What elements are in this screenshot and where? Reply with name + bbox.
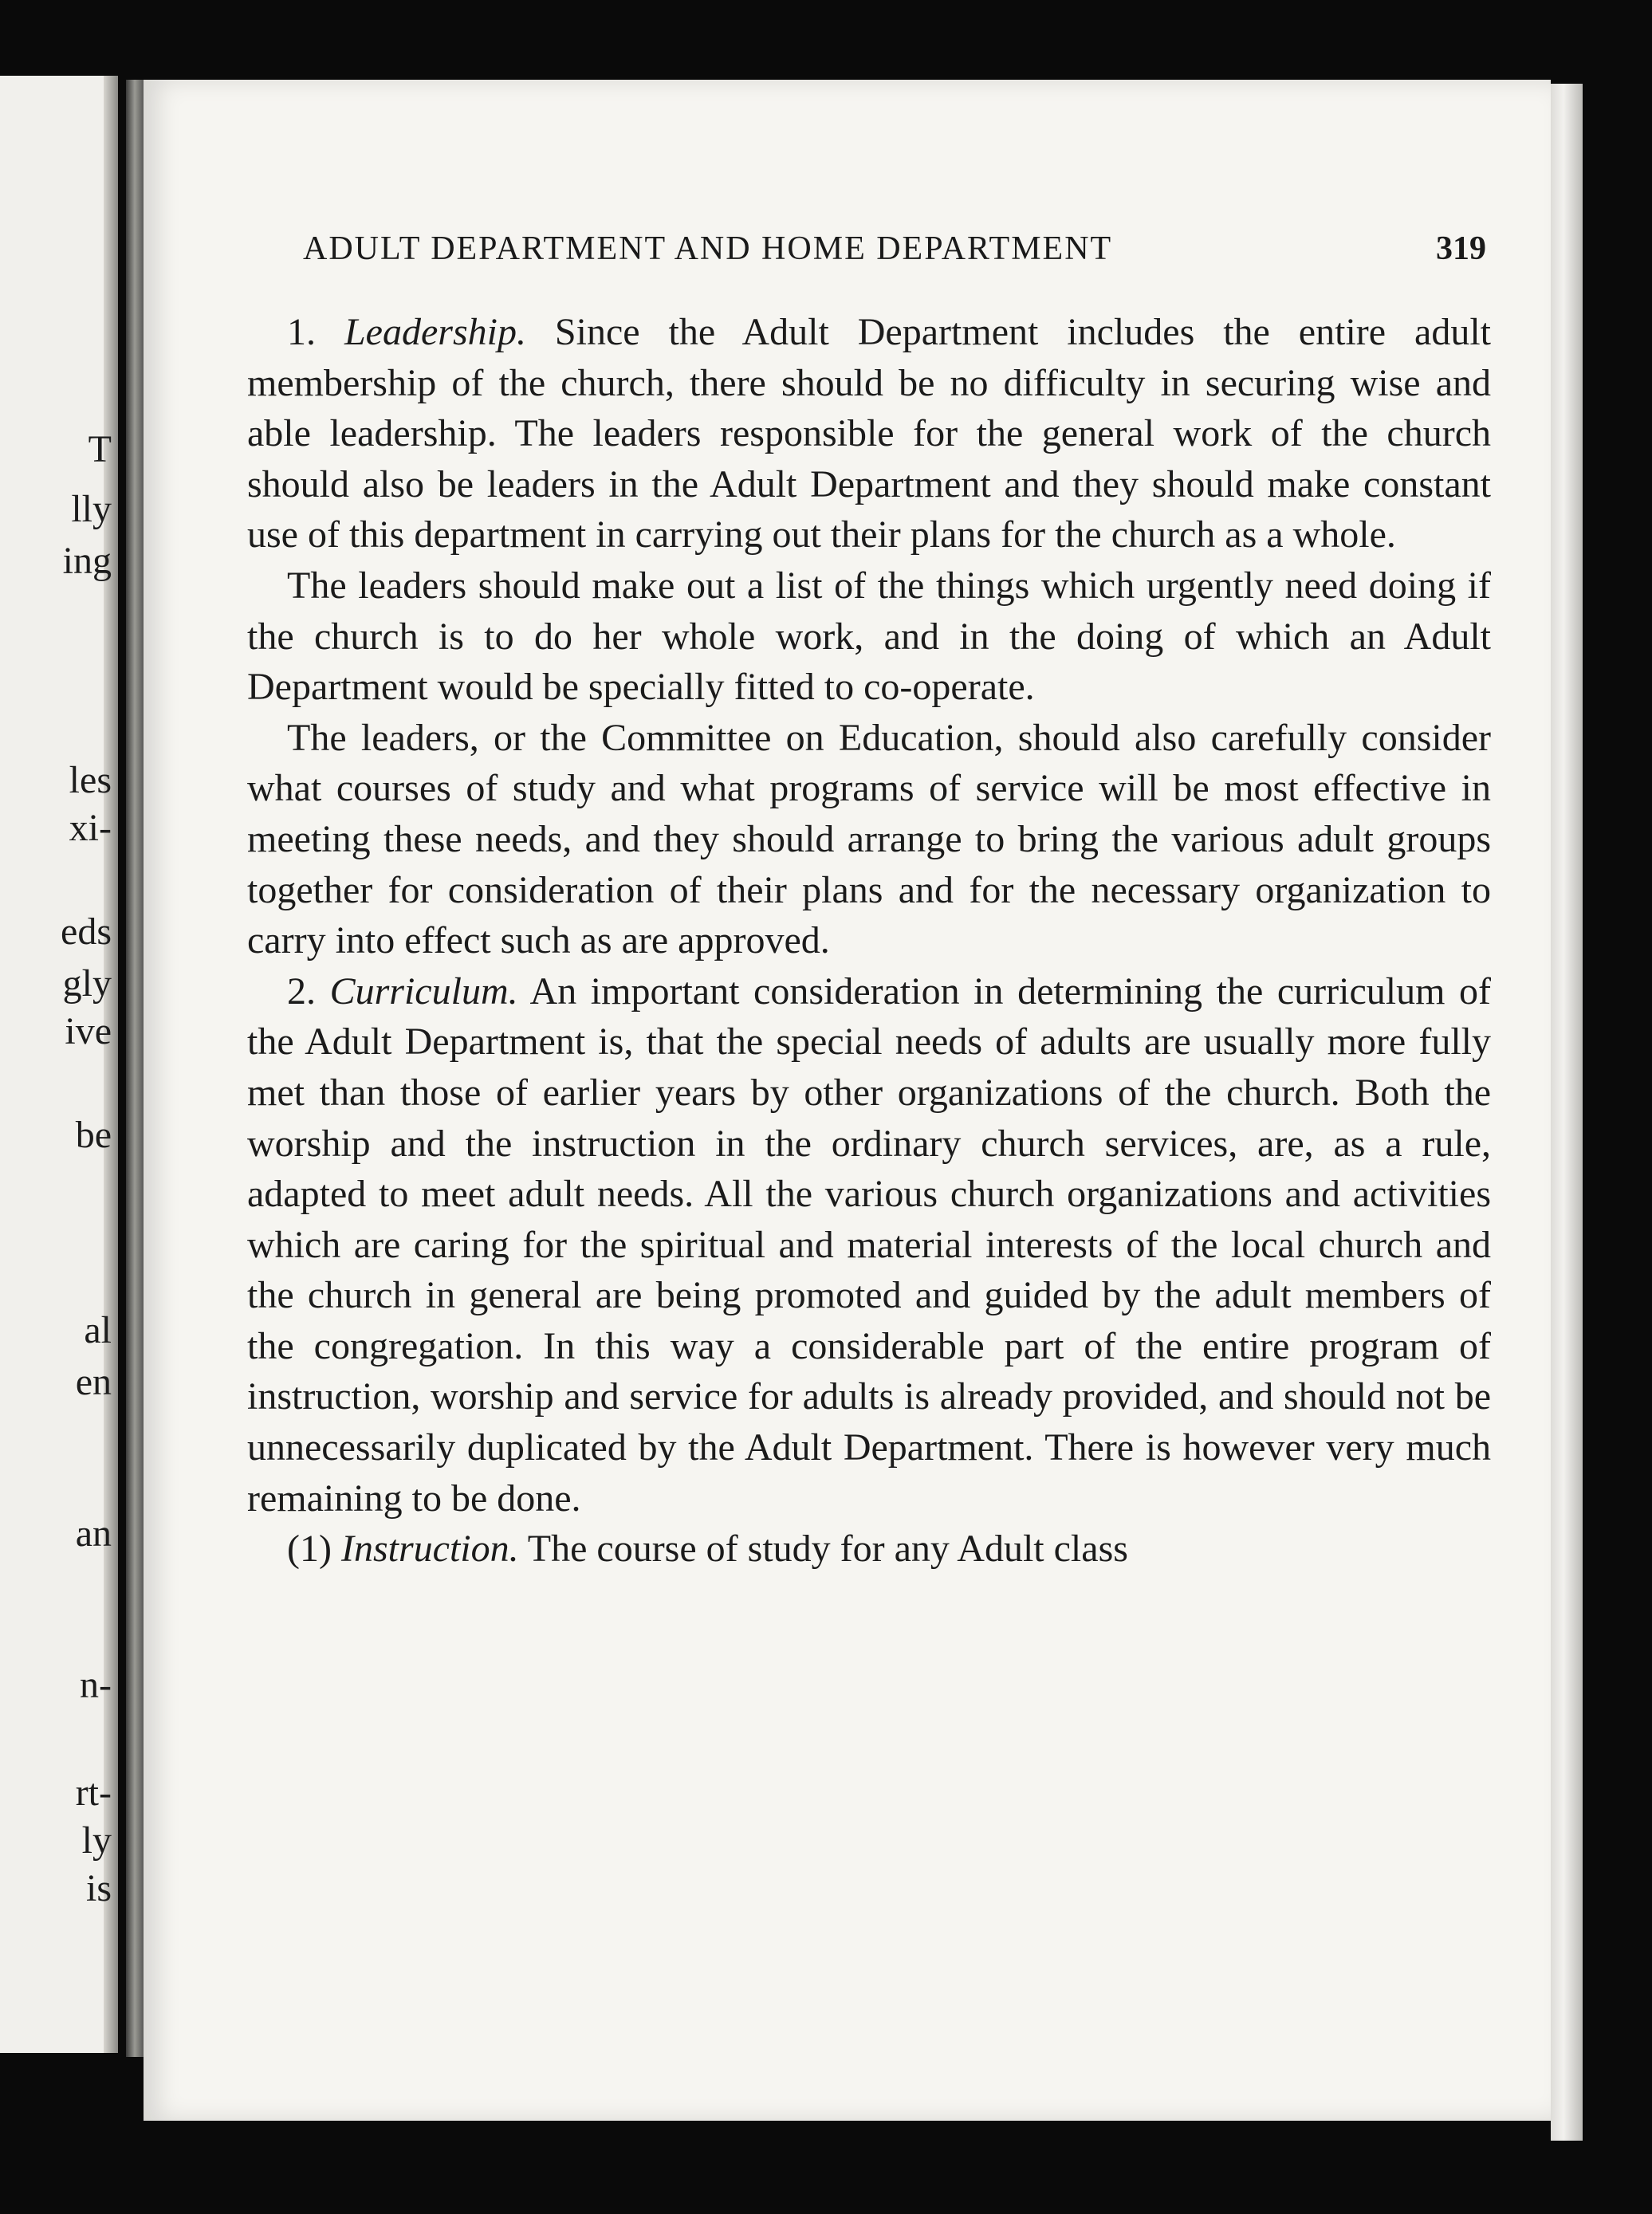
- left-page: [0, 76, 118, 2053]
- left-fragment: rt-: [75, 1772, 112, 1814]
- paragraph-leadership: [247, 307, 1491, 560]
- paragraph-text: Since the Adult Department includes the entire adult membership of the church, there should be no difficulty in securing wise and able leadership. The leaders responsible for the general work of the church should also be leaders in the Adult Department and they should make constant use of this department in carrying out their plans for the church as a whole.: [247, 311, 1492, 556]
- left-fragment: les: [69, 759, 112, 801]
- left-fragment: eds: [61, 910, 112, 953]
- left-fragment: lly: [71, 488, 112, 530]
- left-fragment: ing: [62, 540, 112, 582]
- paragraph-text: The leaders should make out a list of the things which urgently need doing if the church is to do her whole work, and in the doing of which an Adult Department would be specially fitted to co-operate.: [247, 564, 1491, 709]
- left-fragment: ly: [81, 1819, 112, 1862]
- paragraph-text: The leaders, or the Committee on Education, should also carefully consider what courses of study and what programs of service will be most effective in meeting these needs, and they should arrange to bring the various adult groups together for consideration of their plans and for the necessary organization to carry into effect such as are approved.: [247, 716, 1491, 962]
- body-text: [247, 307, 1491, 1575]
- section-heading: Curriculum.: [329, 969, 518, 1013]
- paragraph-text: An important consideration in determining the curriculum of the Adult Department is, that the special needs of adults are usually more fully met than those of earlier years by other organizations of the church. Both the worship and the instruction in the ordinary church services, are, as a rule, adapted to meet adult needs. All the various church organizations and activities which are caring for the spiritual and material interests of the local church and the church in general are being promoted and guided by the adult members of the congregation. In this way a considerable part of the entire program of instruction, worship and service for adults is already provided, and should not be unnecessarily duplicated by the Adult Department. There is however very much remaining to be done.: [247, 969, 1492, 1520]
- paragraph-list-of-things: [247, 560, 1491, 713]
- running-head: [303, 230, 1486, 268]
- left-fragment: is: [85, 1867, 112, 1909]
- section-heading: Instruction.: [340, 1528, 519, 1571]
- section-number: 2.: [287, 969, 316, 1013]
- section-number: (1): [287, 1528, 332, 1571]
- left-fragment: xi-: [69, 807, 112, 849]
- left-fragment: n-: [80, 1664, 112, 1706]
- left-gutter-shadow: [104, 76, 118, 2053]
- section-heading: Leadership.: [344, 311, 526, 353]
- book-spine: [126, 80, 144, 2057]
- left-fragment: T: [88, 428, 112, 470]
- left-fragment: be: [75, 1114, 112, 1156]
- left-fragment: an: [75, 1512, 112, 1555]
- page-edge: [1551, 84, 1583, 2141]
- section-number: 1.: [287, 311, 316, 353]
- left-fragment: gly: [62, 962, 112, 1005]
- paragraph-instruction: [247, 1524, 1491, 1575]
- left-fragment: en: [75, 1361, 112, 1403]
- left-fragment: al: [84, 1309, 112, 1351]
- running-head-title: ADULT DEPARTMENT AND HOME DEPARTMENT: [303, 230, 1113, 267]
- paragraph-committee: [247, 713, 1491, 966]
- paragraph-text: The course of study for any Adult class: [518, 1528, 1128, 1571]
- left-fragment: ive: [65, 1010, 112, 1052]
- right-page: [144, 80, 1551, 2121]
- page-number: 319: [1436, 230, 1486, 267]
- paragraph-curriculum: [247, 966, 1491, 1524]
